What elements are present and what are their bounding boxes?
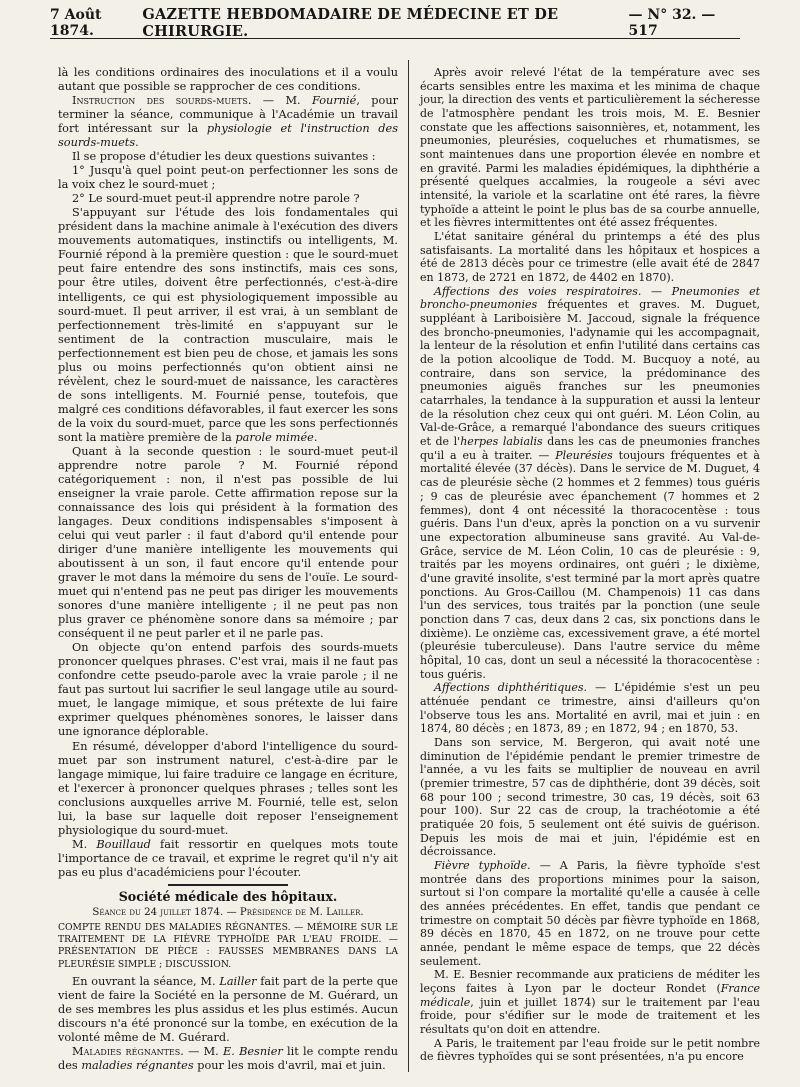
header-issue-page [629, 7, 740, 39]
paragraph: L'état sanitaire général du printemps a été des plus satisfaisants. La mortalité dans les hôpitaux et hospices a été de 2813 décès pour ce trimestre (elle avait été de 2847 en 1873, de 2721 en 1872, de 4402 en 1870). [420, 230, 760, 285]
society-heading: Société médicale des hôpitaux. [118, 888, 338, 904]
header-date: 7 Août 1874. [50, 7, 102, 39]
session-line: Séance du 24 juillet 1874. — Présidence de M. Lailler. [92, 906, 364, 918]
session-summary: COMPTE RENDU DES MALADIES RÉGNANTES. — MÉMOIRE SUR LE TRAITEMENT DE LA FIÈVRE TYPHOÏDE PAR L'EAU FROIDE. — PRÉSENTATION DE PIÈCE : FAUSSES MEMBRANES DANS LA PLEURÉSIE SIMPLE ; DISCUSSION. [58, 921, 398, 970]
paragraph: S'appuyant sur l'étude des lois fondamentales qui président dans la machine animale à l'exécution des divers mouvements automatiques, instinctifs ou intelligents, M. Fournié répond à la première question : que le sourd-muet peut faire entendre des sons instinctifs, mais ces sons, pour être utiles, doivent être perfectionnés, c'est-à-dire intelligents, ce qui est physiologiquement impossible au sourd-muet. Il peut arriver, il est vrai, à un semblant de perfectionnement très-limité en s'appuyant sur le sentiment de la contraction musculaire, mais le perfectionnement est bien peu de chose, et jamais les sons plus ou moins perfectionnés qu'on obtient ainsi ne révèlent, chez le sourd-muet de naissance, les caractères de sons intelligents. M. Fournié pense, toutefois, que malgré ces conditions défavorables, il faut exercer les sons de la voix du sourd-muet, parce que les sons perfectionnés sont la matière première de la parole mimée. [58, 206, 398, 444]
paragraph: Fièvre typhoïde. — A Paris, la fièvre typhoïde s'est montrée dans des proportions minimes pour la saison, surtout si l'on compare la mortalité qu'elle a causée à celle des années précédentes. En effet, tandis que pendant ce trimestre on comptait 50 décès par fièvre typhoïde en 1868, 89 décès en 1870, 45 en 1872, on ne trouve pour cette année, pendant le même espace de temps, que 22 décès seulement. [420, 858, 760, 968]
author-name: Fournié [312, 94, 357, 108]
paragraph: Quant à la seconde question : le sourd-muet peut-il apprendre notre parole ? M. Fournié répond catégoriquement : non, il n'est pas possible de lui enseigner la vraie parole. Cette affirmation repose sur la connaissance des lois qui président à la formation des langages. Deux conditions indispensables s'imposent à celui qui veut parler : il faut d'abord qu'il entende pour diriger d'une manière intelligente les mouvements qui aboutissent à un son, il faut encore qu'il entende pour graver le mot dans la mémoire du sens de l'ouïe. Le sourd-muet qui n'entend pas ne peut pas diriger les mouvements sonores d'une manière intelligente ; il ne peut pas non plus graver ce phénomène sonore dans sa mémoire ; par conséquent il ne peut parler et il ne parle pas. [58, 444, 398, 641]
paragraph: M. Bouillaud fait ressortir en quelques mots toute l'importance de ce travail, et exprime le regret qu'il n'y ait pas eu plus d'académiciens pour l'écouter. [58, 837, 399, 879]
column-divider [408, 60, 409, 1072]
paragraph: Il se propose d'étudier les deux questions suivantes : [72, 150, 376, 164]
header-rule [50, 38, 740, 39]
paragraph: En résumé, développer d'abord l'intelligence du sourd-muet par son instrument naturel, c'est-à-dire par le langage mimique, lui faire traduire ce langage en écriture, et l'exercer à prononcer quelques phrases ; telles sont les conclusions auxquelles arrive M. Fournié, telle est, selon lui, la base sur laquelle doit reposer l'enseignement physiologique du sourd-muet. [58, 739, 398, 837]
paragraph: Maladies régnantes. — M. E. Besnier lit le compte rendu des maladies régnantes pour les mois d'avril, mai et juin. [58, 1045, 398, 1073]
paragraph: Affections diphthéritiques. — L'épidémie s'est un peu atténuée pendant ce trimestre, ainsi d'ailleurs qu'on l'observe tous les ans. Mortalité en avril, mai et juin : en 1874, 80 décès ; en 1873, 89 ; en 1872, 94 ; en 1870, 53. [420, 681, 760, 736]
paragraph: En ouvrant la séance, M. Lailler fait part de la perte que vient de faire la Société en la personne de M. Guérard, un de ses membres les plus assidus et les plus estimés. Aucun discours n'a été prononcé sur la tombe, en exécution de la volonté même de M. Guérard. [58, 975, 398, 1045]
paragraph: Affections des voies respiratoires. — Pneumonies et broncho-pneumonies fréquentes et graves. M. Duguet, suppléant à Lariboisière M. Jaccoud, signale la fréquence des broncho-pneumonies, l'adynamie qui les accompagnait, la lenteur de la résolution et enfin l'utilité dans certains cas de la potion alcoolique de Todd. M. Bucquoy a noté, au contraire, dans son service, la prédominance des pneumonies aiguës franches sur les pneumonies catarrhales, la tendance à la suppuration et aussi la lenteur de la résolution chez ceux qui ont guéri. M. Léon Colin, au Val-de-Grâce, a remarqué l'abondance des sueurs critiques et de l'herpes labialis dans les cas de pneumonies franches qu'il a eu à traiter. — Pleurésies toujours fréquentes et à mortalité élevée (37 décès). Dans le service de M. Duguet, 4 cas de pleurésie sèche (2 hommes et 2 femmes) tous guéris ; 9 cas de pleurésie avec épanchement (7 hommes et 2 femmes), dont 4 ont nécessité la thoracocentèse : tous guéris. Dans l'un d'eux, après la ponction on a vu survenir une expectoration albumineuse sans gravité. Au Val-de-Grâce, service de M. Léon Colin, 10 cas de pleurésie : 9, traités par les moyens ordinaires, ont guéri ; le dixième, d'une gravité insolite, s'est terminé par la mort après quatre ponctions. Au Gros-Caillou (M. Champenois) 11 cas dans l'un des services, tous traités par la ponction (une seule ponction dans 7 cas, deux dans 2 cas, six ponctions dans le dixième). Le onzième cas, excessivement grave, a été mortel (pleurésie tuberculeuse). Dans l'autre service du même hôpital, 10 cas, dont un seul a nécessité la thoracocentèse : tous guéris. [420, 284, 760, 681]
paragraph: M. E. Besnier recommande aux praticiens de méditer les leçons faites à Lyon par le docteur Rondet (France médicale, juin et juillet 1874) sur le traitement par l'eau froide, pour s'édifier sur le mode de traitement et les résultats qu'on doit en attendre. [420, 968, 760, 1037]
section-title: Fièvre typhoïde. [434, 858, 531, 872]
right-column [420, 66, 760, 1064]
section-rule [168, 884, 288, 886]
paragraph: Instruction des sourds-muets. — M. Fournié, pour terminer la séance, communique à l'Académie un travail fort intéressant sur la physiologie et l'instruction des sourds-muets. [58, 94, 399, 150]
paragraph: 1° Jusqu'à quel point peut-on perfectionner les sons de la voix chez le sourd-muet ; [58, 164, 398, 192]
paragraph: 2° Le sourd-muet peut-il apprendre notre parole ? [72, 192, 360, 206]
paragraph: On objecte qu'on entend parfois des sourds-muets prononcer quelques phrases. C'est vrai, mais il ne faut pas confondre cette pseudo-parole avec la vraie parole ; il ne faut pas surtout lui sacrifier le seul langage utile au sourd-muet, le langage mimique, et sous prétexte de lui faire exprimer quelques phénomènes sonores, le laisser dans une ignorance déplorable. [58, 641, 398, 739]
paragraph: là les conditions ordinaires des inoculations et il a voulu autant que possible se rapprocher de ces conditions. [58, 66, 398, 94]
work-title: physiologie et l'instruction des sourds-muets [58, 122, 399, 150]
issue-number: — N° 32. — [628, 7, 716, 23]
left-column [58, 66, 398, 1073]
section-title: Affections des voies respiratoires. [434, 284, 642, 298]
journal-title: GAZETTE HEBDOMADAIRE DE MÉDECINE ET DE CHIRURGIE. [142, 6, 559, 40]
section-title: Affections diphthéritiques. [434, 681, 587, 695]
paragraph: A Paris, le traitement par l'eau froide sur le petit nombre de fièvres typhoïdes qui se sont présentées, n'a pu encore [420, 1036, 760, 1064]
page-number: 517 [628, 23, 658, 39]
section-title: Maladies régnantes. [72, 1045, 184, 1059]
section-title: Instruction des sourds-muets. [72, 94, 252, 108]
paragraph: Après avoir relevé l'état de la température avec ses écarts sensibles entre les maxima et les minima de chaque jour, la direction des vents et particulièrement la sécheresse de l'atmosphère pendant les trois mois, M. E. Besnier constate que les affections saisonnières, et, notamment, les pneumonies, pleurésies, coqueluches et rhumatismes, se sont maintenues dans une proportion élevée en nombre et en gravité. Parmi les maladies épidémiques, la diphthérie a présenté quelques accalmies, la rougeole a sévi avec intensité, la variole et la scarlatine ont été rares, la fièvre typhoïde a atteint le point le plus bas de sa courbe annuelle, et les fièvres intermittentes ont été assez fréquentes. [420, 66, 760, 230]
paragraph: Dans son service, M. Bergeron, qui avait noté une diminution de l'épidémie pendant le premier trimestre de l'année, a vu les faits se multiplier de nouveau en avril (premier trimestre, 57 cas de diphthérie, dont 39 décès, soit 68 pour 100 ; second trimestre, 30 cas, 19 décès, soit 63 pour 100). Sur 22 cas de croup, la trachéotomie a été pratiquée 20 fois, 5 seulement ont été suivis de guérison. Depuis les mois de mai et juin, l'épidémie est en décroissance. [420, 735, 760, 859]
page-header [50, 6, 740, 40]
